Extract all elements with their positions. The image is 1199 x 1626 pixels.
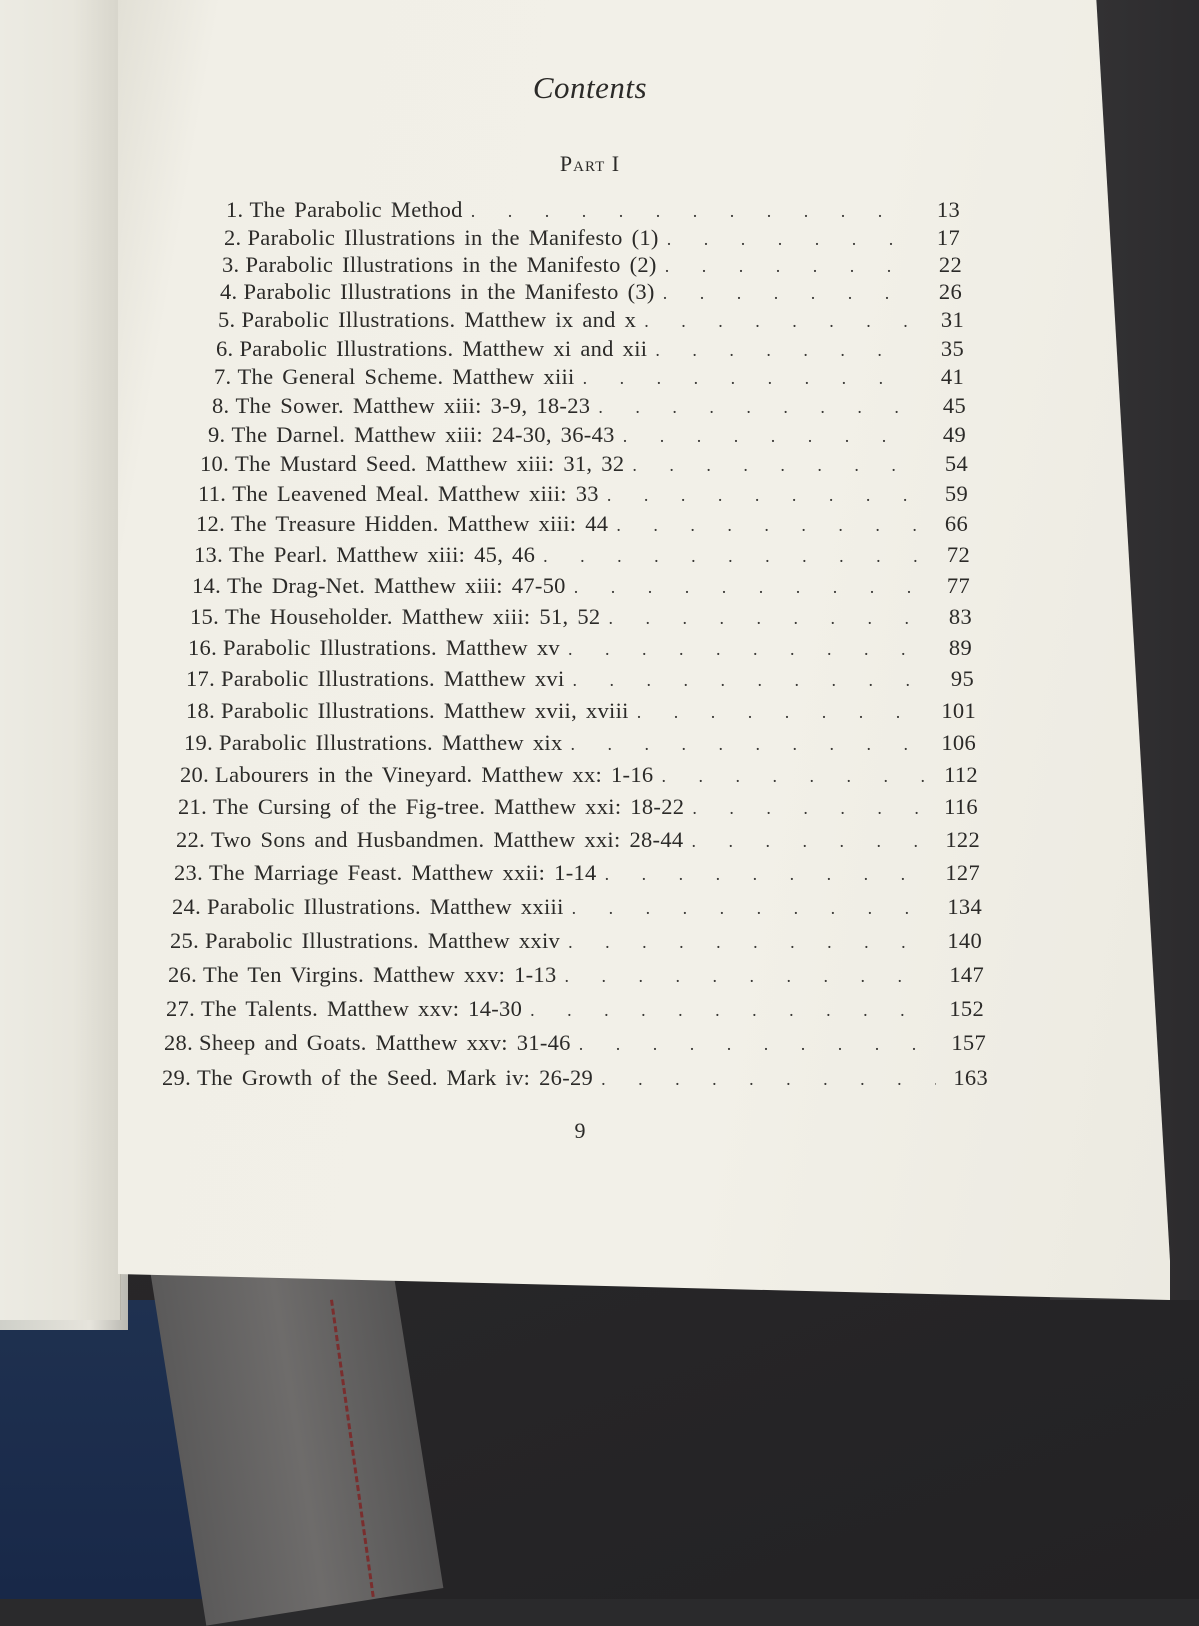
entry-title: The Marriage Feast. Matthew xxii: 1-14 bbox=[209, 860, 597, 885]
entry-page: 17 bbox=[936, 225, 960, 250]
part-heading: Part I bbox=[559, 151, 621, 176]
entry-page: 163 bbox=[953, 1065, 988, 1090]
entry-title: The General Scheme. Matthew xiii bbox=[237, 364, 575, 389]
entry-number: 14. bbox=[192, 573, 222, 598]
entry-title: The Ten Virgins. Matthew xxv: 1-13 bbox=[203, 962, 557, 987]
entry-title: The Parabolic Method bbox=[249, 197, 463, 222]
toc-entry bbox=[178, 794, 978, 820]
toc-entry bbox=[214, 364, 964, 390]
entry-page: 116 bbox=[944, 794, 978, 819]
entry-page: 101 bbox=[941, 698, 976, 723]
dot-leader bbox=[572, 898, 930, 919]
entry-title: The Leavened Meal. Matthew xiii: 33 bbox=[232, 481, 599, 506]
dot-leader bbox=[573, 670, 922, 691]
dot-leader bbox=[530, 1000, 932, 1021]
entry-page: 72 bbox=[946, 542, 970, 567]
entry-number: 8. bbox=[212, 393, 230, 418]
entry-title: The Cursing of the Fig-tree. Matthew xxi: 18-22 bbox=[213, 794, 685, 819]
entry-page: 35 bbox=[940, 336, 964, 361]
toc-entry bbox=[196, 511, 968, 537]
entry-page: 95 bbox=[950, 666, 974, 691]
dot-leader bbox=[605, 864, 928, 885]
dot-leader bbox=[601, 1069, 936, 1090]
dot-leader bbox=[571, 734, 924, 755]
entry-number: 25. bbox=[170, 928, 200, 953]
entry-title: The Mustard Seed. Matthew xiii: 31, 32 bbox=[235, 451, 625, 476]
entry-page: 127 bbox=[945, 860, 980, 885]
dot-leader bbox=[655, 340, 912, 361]
entry-number: 12. bbox=[196, 511, 226, 536]
entry-number: 16. bbox=[188, 635, 218, 660]
entry-page: 152 bbox=[949, 996, 984, 1021]
entry-page: 54 bbox=[944, 451, 968, 476]
entry-page: 41 bbox=[940, 364, 964, 389]
entry-number: 2. bbox=[224, 225, 242, 250]
toc-entry bbox=[224, 225, 960, 251]
entry-page: 112 bbox=[944, 762, 978, 787]
dot-leader bbox=[565, 966, 932, 987]
entry-page: 122 bbox=[945, 827, 980, 852]
entry-number: 20. bbox=[180, 762, 210, 787]
entry-page: 26 bbox=[938, 279, 962, 304]
toc-entry bbox=[168, 962, 984, 988]
entry-number: 15. bbox=[190, 604, 220, 629]
entry-page: 83 bbox=[948, 604, 972, 629]
page-title: Contents bbox=[532, 70, 648, 105]
dot-leader bbox=[574, 577, 918, 598]
entry-number: 1. bbox=[226, 197, 244, 222]
entry-number: 6. bbox=[216, 336, 234, 361]
toc-entry bbox=[208, 422, 966, 448]
toc-entry bbox=[164, 1030, 986, 1056]
entry-number: 4. bbox=[220, 279, 238, 304]
dot-leader bbox=[663, 283, 910, 304]
toc-entry bbox=[180, 762, 978, 788]
entry-title: The Talents. Matthew xxv: 14-30 bbox=[201, 996, 523, 1021]
entry-title: Parabolic Illustrations in the Manifesto (1) bbox=[247, 225, 659, 250]
entry-number: 18. bbox=[186, 698, 216, 723]
entry-number: 22. bbox=[176, 827, 206, 852]
entry-page: 31 bbox=[940, 307, 964, 332]
dot-leader bbox=[691, 831, 928, 852]
entry-title: Parabolic Illustrations. Matthew xvi bbox=[221, 666, 565, 691]
entry-number: 17. bbox=[186, 666, 216, 691]
toc-entry bbox=[212, 393, 966, 419]
page-number: 9 bbox=[574, 1118, 586, 1143]
dot-leader bbox=[607, 485, 916, 506]
entry-number: 10. bbox=[200, 451, 230, 476]
entry-title: Two Sons and Husbandmen. Matthew xxi: 28-44 bbox=[211, 827, 684, 852]
toc-entry bbox=[162, 1065, 988, 1091]
toc-entry bbox=[186, 698, 976, 724]
entry-title: Sheep and Goats. Matthew xxv: 31-46 bbox=[199, 1030, 571, 1055]
toc-entry bbox=[188, 635, 972, 661]
entry-title: The Householder. Matthew xiii: 51, 52 bbox=[225, 604, 601, 629]
entry-number: 11. bbox=[198, 481, 227, 506]
entry-number: 7. bbox=[214, 364, 232, 389]
dot-leader bbox=[598, 397, 914, 418]
entry-title: Parabolic Illustrations in the Manifesto (2) bbox=[245, 252, 657, 277]
toc-entry bbox=[226, 197, 960, 223]
entry-title: The Drag-Net. Matthew xiii: 47-50 bbox=[227, 573, 566, 598]
dot-leader bbox=[616, 515, 916, 536]
toc-entry bbox=[170, 928, 982, 954]
entry-title: Parabolic Illustrations. Matthew xix bbox=[219, 730, 563, 755]
entry-page: 106 bbox=[941, 730, 976, 755]
entry-page: 13 bbox=[936, 197, 960, 222]
toc-entry bbox=[216, 336, 964, 362]
entry-number: 29. bbox=[162, 1065, 192, 1090]
entry-title: Parabolic Illustrations in the Manifesto (3) bbox=[243, 279, 655, 304]
dot-leader bbox=[623, 426, 914, 447]
toc-entry bbox=[176, 827, 980, 853]
entry-title: The Treasure Hidden. Matthew xiii: 44 bbox=[231, 511, 609, 536]
entry-number: 21. bbox=[178, 794, 208, 819]
toc-entry bbox=[194, 542, 970, 568]
entry-page: 45 bbox=[942, 393, 966, 418]
entry-title: Parabolic Illustrations. Matthew xxiii bbox=[207, 894, 564, 919]
entry-number: 24. bbox=[172, 894, 202, 919]
toc-entry bbox=[166, 996, 984, 1022]
dot-leader bbox=[644, 311, 912, 332]
entry-page: 89 bbox=[948, 635, 972, 660]
dot-leader bbox=[579, 1034, 934, 1055]
entry-number: 27. bbox=[166, 996, 196, 1021]
toc-entry bbox=[198, 481, 968, 507]
entry-number: 3. bbox=[222, 252, 240, 277]
entry-number: 9. bbox=[208, 422, 226, 447]
toc-entry bbox=[192, 573, 970, 599]
toc-entry bbox=[190, 604, 972, 630]
toc-entry bbox=[172, 894, 982, 920]
entry-title: Labourers in the Vineyard. Matthew xx: 1-16 bbox=[215, 762, 654, 787]
dot-leader bbox=[608, 608, 920, 629]
entry-number: 28. bbox=[164, 1030, 194, 1055]
entry-page: 140 bbox=[947, 928, 982, 953]
entry-page: 59 bbox=[944, 481, 968, 506]
dot-leader bbox=[543, 546, 918, 567]
dot-leader bbox=[632, 455, 916, 476]
toc-entry bbox=[200, 451, 968, 477]
entry-title: The Pearl. Matthew xiii: 45, 46 bbox=[229, 542, 536, 567]
entry-number: 13. bbox=[194, 542, 224, 567]
entry-number: 5. bbox=[218, 307, 236, 332]
toc-entry bbox=[222, 252, 962, 278]
entry-title: Parabolic Illustrations. Matthew xv bbox=[223, 635, 560, 660]
dot-leader bbox=[665, 256, 910, 277]
entry-page: 66 bbox=[944, 511, 968, 536]
entry-page: 147 bbox=[949, 962, 984, 987]
entry-number: 19. bbox=[184, 730, 214, 755]
entry-page: 77 bbox=[946, 573, 970, 598]
dot-leader bbox=[667, 229, 908, 250]
toc-entry bbox=[174, 860, 980, 886]
entry-title: Parabolic Illustrations. Matthew ix and x bbox=[241, 307, 637, 332]
entry-title: The Sower. Matthew xiii: 3-9, 18-23 bbox=[235, 393, 591, 418]
entry-title: Parabolic Illustrations. Matthew xvii, xviii bbox=[221, 698, 629, 723]
entry-page: 49 bbox=[942, 422, 966, 447]
entry-page: 134 bbox=[947, 894, 982, 919]
toc-entry bbox=[186, 666, 974, 692]
toc-entry bbox=[184, 730, 976, 756]
toc-entry bbox=[220, 279, 962, 305]
entry-page: 22 bbox=[938, 252, 962, 277]
dot-leader bbox=[637, 702, 924, 723]
dot-leader bbox=[568, 932, 930, 953]
entry-number: 23. bbox=[174, 860, 204, 885]
entry-page: 157 bbox=[951, 1030, 986, 1055]
toc-entry bbox=[218, 307, 964, 333]
dot-leader bbox=[568, 639, 920, 660]
entry-number: 26. bbox=[168, 962, 198, 987]
dot-leader bbox=[692, 798, 926, 819]
dot-leader bbox=[583, 368, 912, 389]
entry-title: The Growth of the Seed. Mark iv: 26-29 bbox=[197, 1065, 594, 1090]
dot-leader bbox=[661, 766, 926, 787]
entry-title: The Darnel. Matthew xiii: 24-30, 36-43 bbox=[231, 422, 615, 447]
dot-leader bbox=[471, 201, 908, 222]
entry-title: Parabolic Illustrations. Matthew xxiv bbox=[205, 928, 561, 953]
entry-title: Parabolic Illustrations. Matthew xi and xii bbox=[239, 336, 648, 361]
